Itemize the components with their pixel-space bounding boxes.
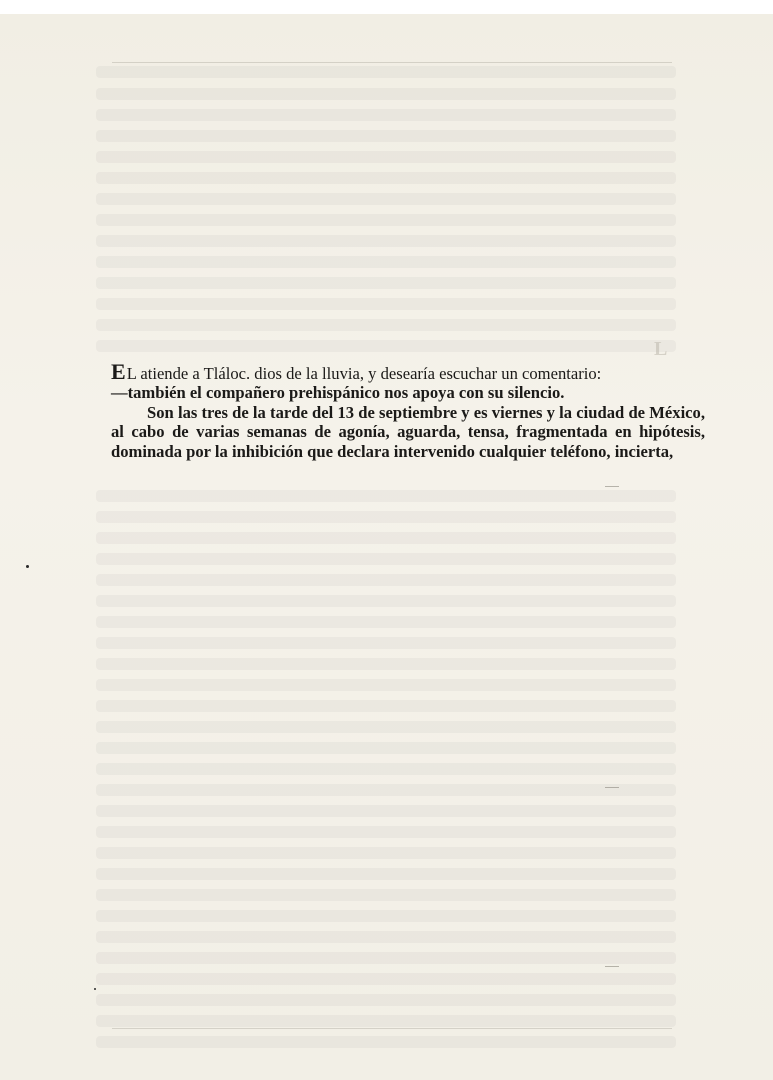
speck (26, 565, 29, 568)
opening-line (111, 361, 705, 383)
opening-text: L atiende a Tláloc. dios de la lluvia, y desearía escuchar un comentario: (126, 364, 602, 383)
article-text (111, 361, 705, 461)
page-top-margin (0, 0, 773, 14)
paragraph-body: Son las tres de la tarde del 13 de septiembre y es viernes y la ciudad de México, al cabo de varias semanas de agonía, aguarda, tensa, fragmentada en hipótesis, dominada por la inhibición que declara intervenido cualquier teléfono, incierta, (111, 402, 705, 461)
margin-tick (605, 966, 619, 967)
show-through-letter: L (654, 338, 668, 360)
speck (94, 988, 96, 990)
margin-tick (605, 787, 619, 788)
quote-line: —también el compañero prehispánico nos apoya con su silencio. (111, 383, 565, 403)
drop-cap: E (111, 359, 126, 384)
margin-tick (605, 486, 619, 487)
